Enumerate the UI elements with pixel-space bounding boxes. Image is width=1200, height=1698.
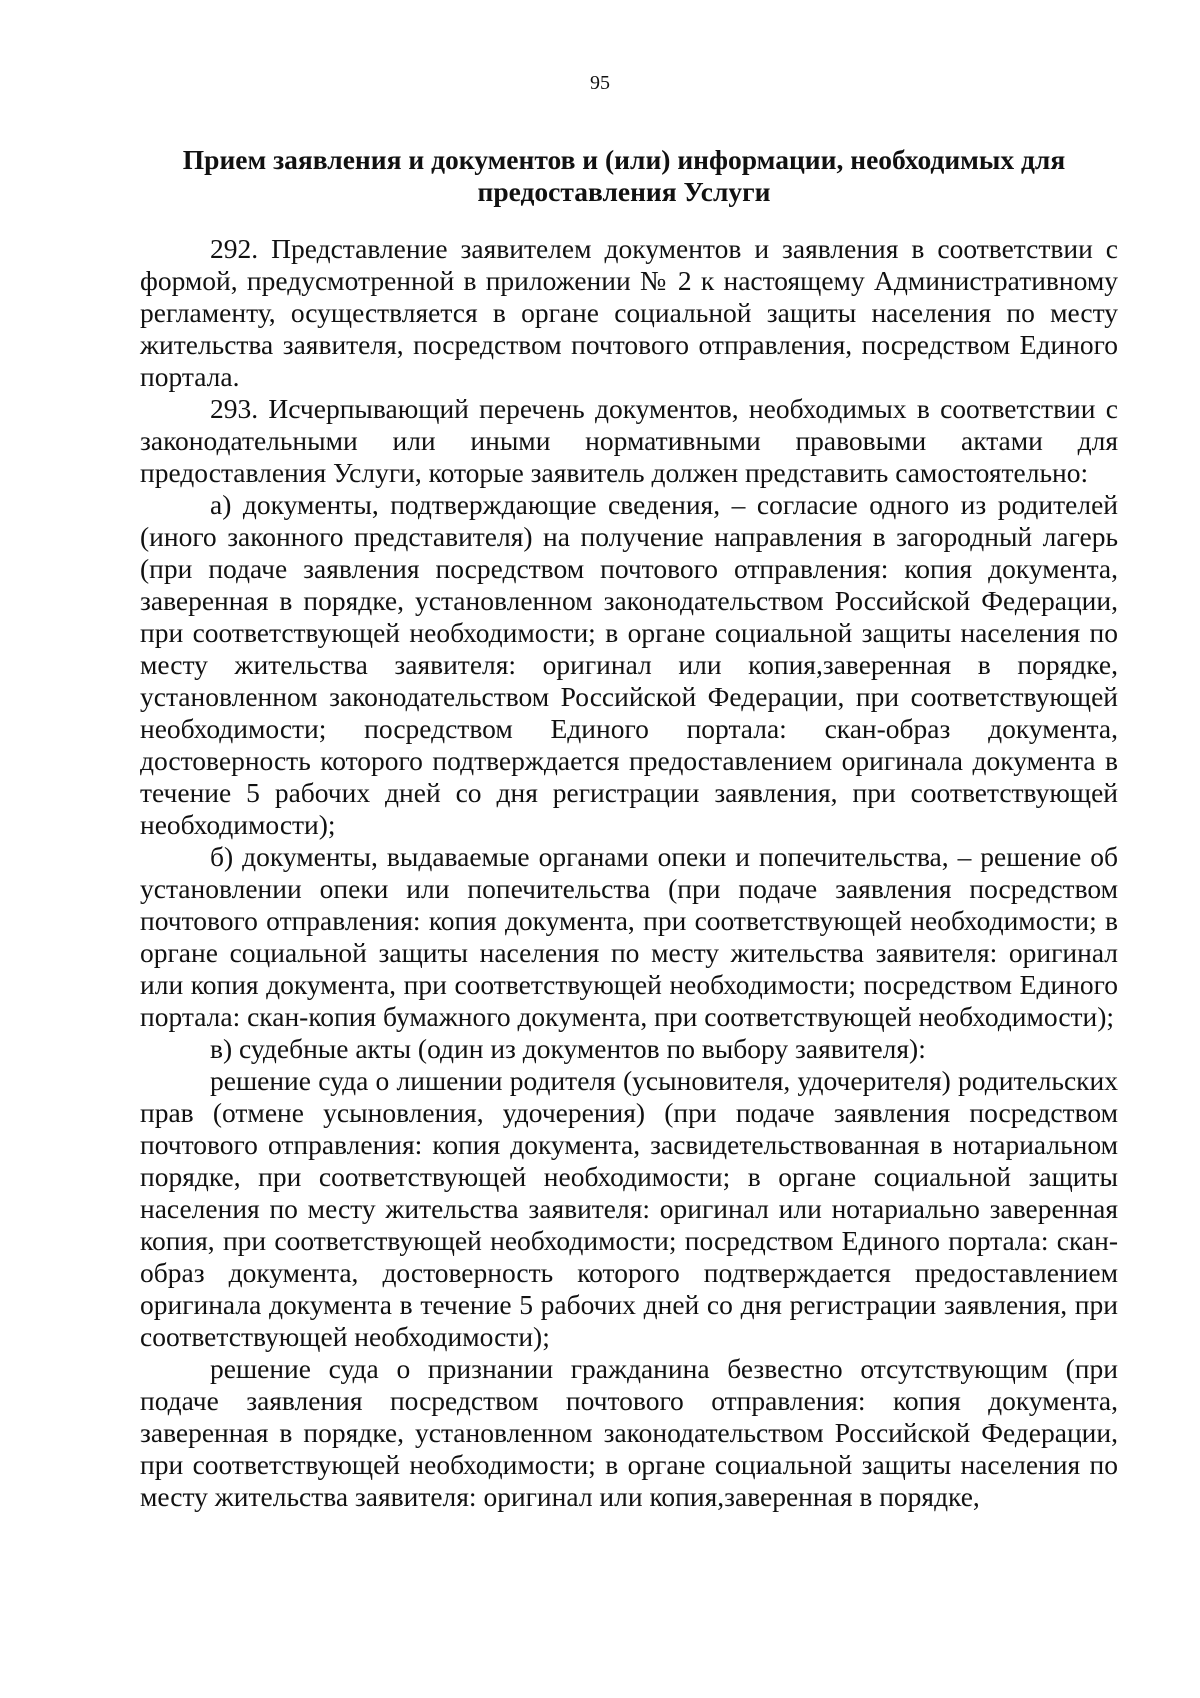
paragraph-item-a: а) документы, подтверждающие сведения, – согласие одного из родителей (иного законного представителя) на получение направления в загородный лагерь (при подаче заявления посредством почтового отправления: копия документа, заверенная в порядке, установленном законодательством Российской Федерации, при соответствующей необходимости; в органе социальной защиты населения по месту жительства заявителя: оригинал или копия,заверенная в порядке, установленном законодательством Российской Федерации, при соответствующей необходимости; посредством Единого портала: скан-образ документа, достоверность которого подтверждается предоставлением оригинала документа в течение 5 рабочих дней со дня регистрации заявления, при соответствующей необходимости); (140, 489, 1118, 840)
page-number: 95 (590, 72, 610, 94)
paragraph-292: 292. Представление заявителем документов и заявления в соответствии с формой, предусмотренной в приложении № 2 к настоящему Административному регламенту, осуществляется в органе социальной защиты населения по месту жительства заявителя, посредством почтового отправления, посредством Единого портала. (140, 233, 1118, 392)
section-heading (150, 144, 1098, 208)
paragraph-item-b: б) документы, выдаваемые органами опеки и попечительства, – решение об установлении опеки или попечительства (при подаче заявления посредством почтового отправления: копия документа, при соответствующей необходимости; в органе социальной защиты населения по месту жительства заявителя: оригинал или копия документа, при соответствующей необходимости; посредством Единого портала: скан-копия бумажного документа, при соответствующей необходимости); (140, 841, 1118, 1032)
section-heading-line-1: Прием заявления и документов и (или) информации, необходимых для (182, 144, 1066, 175)
paragraph-court-decision-missing: решение суда о признании гражданина безвестно отсутствующим (при подаче заявления посредством почтового отправления: копия документа, заверенная в порядке, установленном законодательством Российской Федерации, при соответствующей необходимости; в органе социальной защиты населения по месту жительства заявителя: оригинал или копия,заверенная в порядке, (140, 1353, 1118, 1512)
document-body (140, 233, 1118, 1513)
paragraph-court-decision-deprivation: решение суда о лишении родителя (усыновителя, удочерителя) родительских прав (отмене усыновления, удочерения) (при подаче заявления посредством почтового отправления: копия документа, засвидетельствованная в нотариальном порядке, при соответствующей необходимости; в органе социальной защиты населения по месту жительства заявителя: оригинал или нотариально заверенная копия, при соответствующей необходимости; посредством Единого портала: скан-образ документа, достоверность которого подтверждается предоставлением оригинала документа в течение 5 рабочих дней со дня регистрации заявления, при соответствующей необходимости); (140, 1065, 1118, 1352)
paragraph-293: 293. Исчерпывающий перечень документов, необходимых в соответствии с законодательными или иными нормативными правовыми актами для предоставления Услуги, которые заявитель должен представить самостоятельно: (140, 393, 1118, 488)
paragraph-item-v: в) судебные акты (один из документов по выбору заявителя): (210, 1033, 926, 1064)
section-heading-line-2: предоставления Услуги (477, 176, 771, 207)
